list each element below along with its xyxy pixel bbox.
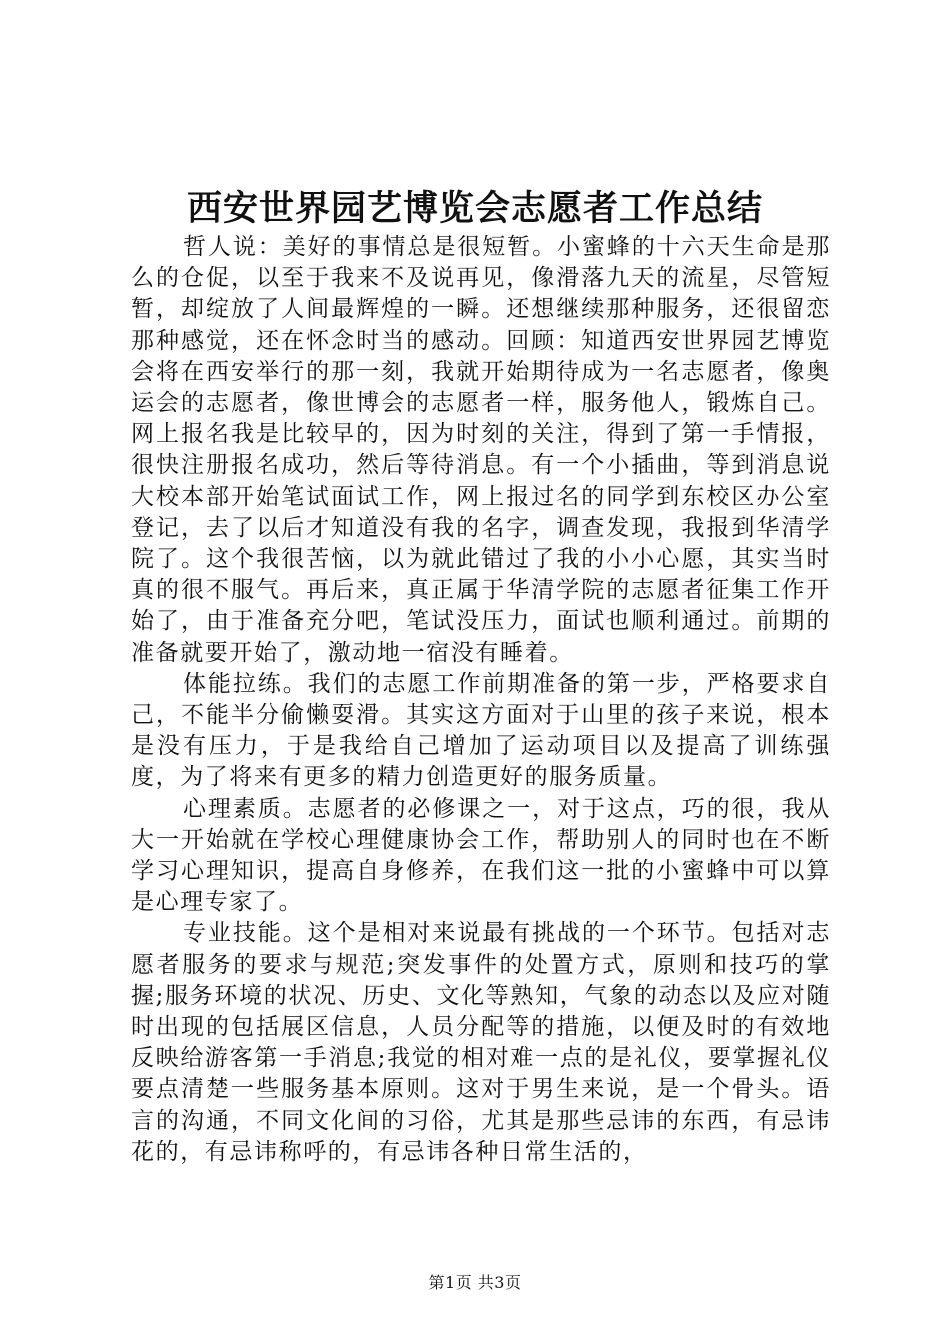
paragraph-skills: 专业技能。这个是相对来说最有挑战的一个环节。包括对志愿者服务的要求与规范;突发事件的处置方式，原则和技巧的掌握;服务环境的状况、历史、文化等熟知，气象的动态以及应对随时出现的包括展区信息，人员分配等的措施，以便及时的有效地反映给游客第一手消息;我觉的相对难一点的是礼仪，要掌握礼仪要点清楚一些服务基本原则。这对于男生来说，是一个骨头。语言的沟通，不同文化间的习俗，尤其是那些忌讳的东西，有忌讳花的，有忌讳称呼的，有忌讳各种日常生活的，	[131, 920, 831, 1165]
document-body	[131, 232, 831, 1168]
paragraph-psychology: 心理素质。志愿者的必修课之一，对于这点，巧的很，我从大一开始就在学校心理健康协会工作，帮助别人的同时也在不断学习心理知识，提高自身修养，在我们这一批的小蜜蜂中可以算是心理专家了。	[131, 795, 831, 916]
paragraph-fitness: 体能拉练。我们的志愿工作前期准备的第一步，严格要求自己，不能半分偷懒耍滑。其实这方面对于山里的孩子来说，根本是没有压力，于是我给自己增加了运动项目以及提高了训练强度，为了将来有更多的精力创造更好的服务质量。	[131, 670, 831, 791]
document-title: 西安世界园艺博览会志愿者工作总结	[186, 188, 763, 229]
page-number-footer: 第1页 共3页	[428, 1273, 522, 1292]
paragraph-intro: 哲人说：美好的事情总是很短暂。小蜜蜂的十六天生命是那么的仓促，以至于我来不及说再见，像滑落九天的流星，尽管短暂，却绽放了人间最辉煌的一瞬。还想继续那种服务，还很留恋那种感觉，还在怀念时当的感动。回顾：知道西安世界园艺博览会将在西安举行的那一刻，我就开始期待成为一名志愿者，像奥运会的志愿者，像世博会的志愿者一样，服务他人，锻炼自己。网上报名我是比较早的，因为时刻的关注，得到了第一手情报，很快注册报名成功，然后等待消息。有一个小插曲，等到消息说大校本部开始笔试面试工作，网上报过名的同学到东校区办公室登记，去了以后才知道没有我的名字，调查发现，我报到华清学院了。这个我很苦恼，以为就此错过了我的小小心愿，其实当时真的很不服气。再后来，真正属于华清学院的志愿者征集工作开始了，由于准备充分吧，笔试没压力，面试也顺利通过。前期的准备就要开始了，激动地一宿没有睡着。	[131, 234, 831, 666]
